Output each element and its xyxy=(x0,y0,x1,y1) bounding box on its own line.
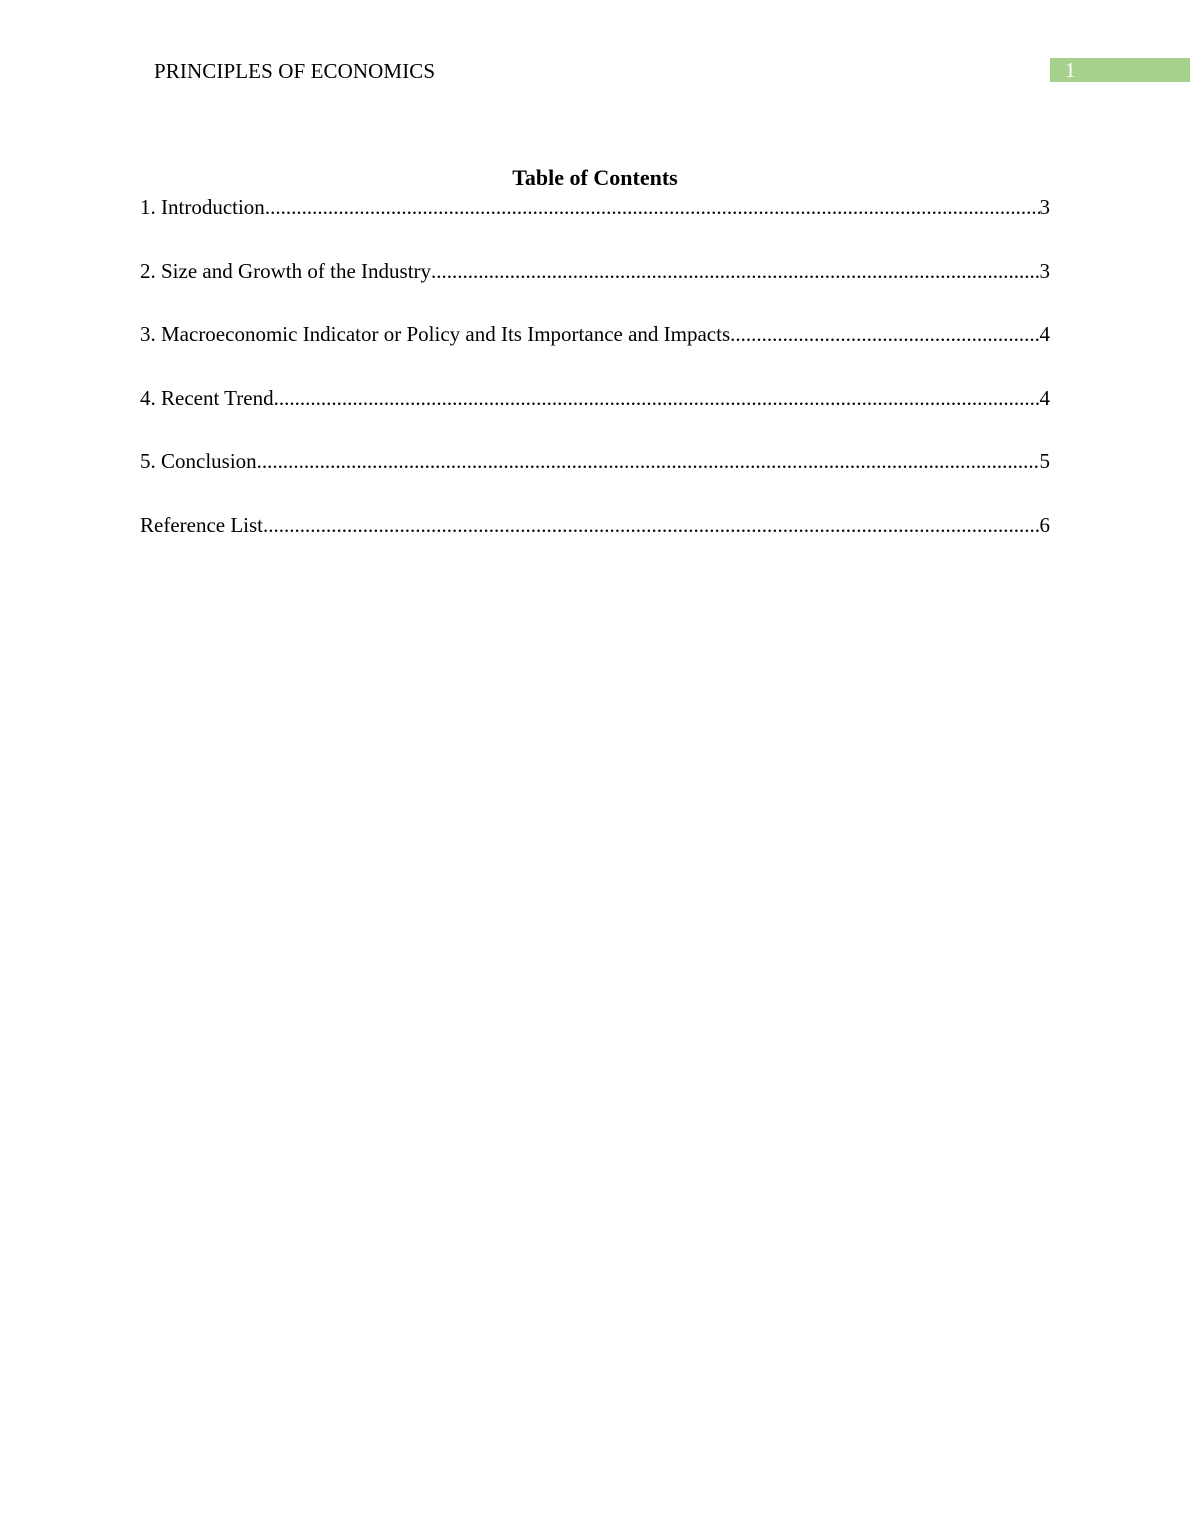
toc-dot-leader xyxy=(431,258,1039,284)
toc-entry-page: 6 xyxy=(1039,512,1050,537)
running-head: PRINCIPLES OF ECONOMICS xyxy=(154,59,436,83)
toc-entry-page: 3 xyxy=(1039,258,1050,283)
toc-entry-label: 5. Conclusion xyxy=(140,449,257,473)
toc-entry-page: 3 xyxy=(1039,195,1050,219)
toc-entry-label: 2. Size and Growth of the Industry xyxy=(140,258,432,283)
toc-entry-recent-trend[interactable] xyxy=(140,385,1050,411)
toc-entry-label: Reference List xyxy=(140,512,264,537)
toc-dot-leader xyxy=(730,321,1039,347)
toc-list xyxy=(140,194,1050,538)
toc-entry-label: 4. Recent Trend xyxy=(140,385,274,410)
toc-dot-leader xyxy=(265,194,1040,220)
toc-title: Table of Contents xyxy=(512,165,678,190)
page-number-badge: 1 xyxy=(1050,58,1190,82)
toc-entry-conclusion[interactable] xyxy=(140,448,1050,474)
toc-entry-introduction[interactable] xyxy=(140,194,1050,220)
toc-entry-macroeconomic-indicator[interactable] xyxy=(140,321,1050,347)
toc-entry-label: 1. Introduction xyxy=(140,195,265,219)
toc-entry-page: 4 xyxy=(1039,322,1050,346)
toc-entry-page: 4 xyxy=(1039,385,1050,410)
table-of-contents xyxy=(140,164,1050,575)
toc-entry-page: 5 xyxy=(1039,449,1050,473)
toc-dot-leader xyxy=(263,512,1039,538)
toc-entry-label: 3. Macroeconomic Indicator or Policy and Its Importance and Impacts xyxy=(140,322,731,346)
toc-dot-leader xyxy=(257,448,1040,474)
toc-dot-leader xyxy=(274,385,1040,411)
toc-entry-size-and-growth[interactable] xyxy=(140,258,1050,284)
toc-entry-reference-list[interactable] xyxy=(140,512,1050,538)
